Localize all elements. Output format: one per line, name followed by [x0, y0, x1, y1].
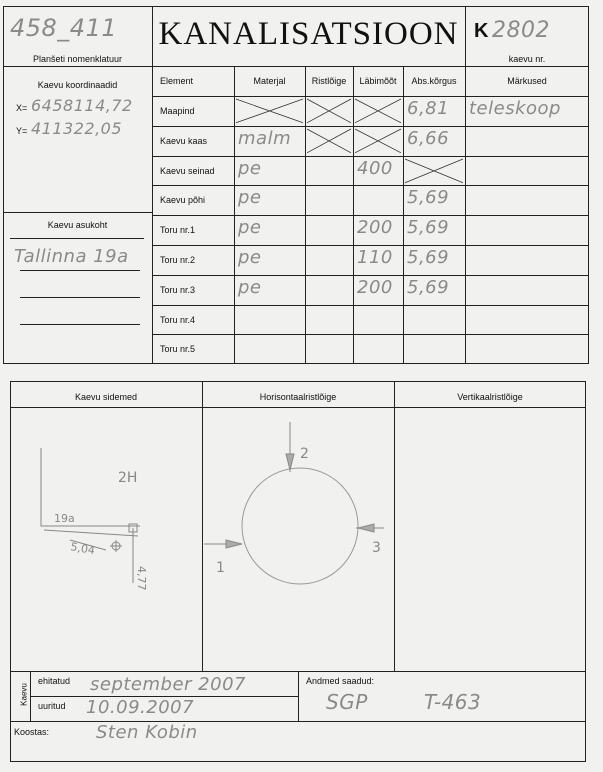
pipe-label-3: 3: [372, 540, 381, 556]
pipe-label-2: 2: [300, 446, 309, 462]
table-header-5: Märkused: [507, 76, 547, 86]
pipe-label-1: 1: [216, 560, 225, 576]
table-cell-diameter: 110: [357, 247, 393, 268]
table-cell-diameter: 200: [357, 217, 393, 239]
sketch-building: 2H: [118, 470, 138, 486]
table-cell-element: Toru nr.3: [160, 284, 196, 295]
cross-mark: [353, 96, 403, 126]
coord-y-label: Y=: [16, 126, 28, 136]
table-cell-material: pe: [238, 187, 262, 209]
footer-side-label: Kaevu: [19, 683, 29, 706]
table-cell-height: 6,66: [407, 127, 450, 149]
coord-x-value: 6458114,72: [31, 96, 133, 115]
table-header-1: Materjal: [253, 76, 286, 86]
compiled-label: Koostas:: [14, 727, 50, 737]
compiled-value: Sten Kobin: [96, 722, 198, 743]
table-cell-element: Toru nr.2: [160, 255, 196, 265]
table-cell-height: 5,69: [407, 187, 450, 209]
table-cell-height: 6,81: [407, 98, 450, 119]
table-cell-element: Kaevu põhi: [160, 195, 206, 206]
cross-mark: [305, 126, 353, 156]
well-prefix: K: [474, 20, 489, 42]
coord-y-value: 411322,05: [31, 119, 123, 138]
cross-mark: [403, 156, 465, 186]
built-value: september 2007: [90, 674, 246, 695]
well-links-sketch: [10, 408, 202, 671]
sketch-dist1: 5,04: [69, 540, 96, 558]
data-from-value1: SGP: [326, 690, 368, 714]
table-cell-material: malm: [238, 127, 292, 149]
well-label: kaevu nr.: [508, 54, 546, 64]
section-horizontal-label: Horisontaalristlõige: [259, 392, 337, 402]
data-from-label: Andmed saadud:: [306, 676, 375, 686]
cross-mark: [234, 96, 305, 126]
coords-label: Kaevu koordinaadid: [37, 80, 118, 90]
table-header-4: Abs.kõrgus: [411, 76, 457, 86]
sketch-labels: [54, 470, 148, 591]
well-number: 2802: [492, 18, 550, 43]
location-label: Kaevu asukoht: [47, 220, 108, 230]
table-cell-material: pe: [238, 217, 262, 239]
table-cell-element: Maapind: [160, 106, 195, 116]
built-label: ehitatud: [38, 676, 71, 686]
table-header-2: Ristlõige: [311, 76, 347, 86]
location-value: Tallinna 19a: [14, 246, 129, 267]
nomenclature-value: 458_411: [10, 14, 118, 42]
surveyed-value: 10.09.2007: [86, 697, 195, 718]
coord-x-label: X=: [16, 103, 28, 113]
table-cell-diameter: 400: [357, 157, 393, 179]
table-header-3: Läbimõõt: [359, 76, 397, 86]
table-cell-element: Toru nr.4: [160, 314, 196, 325]
table-cell-material: pe: [238, 276, 262, 298]
table-cell-diameter: 200: [357, 276, 393, 298]
table-cell-material: pe: [238, 157, 262, 179]
table-cell-element: Toru nr.5: [160, 344, 196, 355]
surveyed-label: uuritud: [38, 701, 66, 711]
table-cell-element: Kaevu kaas: [160, 135, 208, 146]
table-cell-notes: teleskoop: [469, 98, 561, 119]
table-header-0: Element: [160, 76, 194, 86]
section-vertical-label: Vertikaalristlõige: [457, 392, 523, 402]
table-cell-height: 5,69: [407, 276, 450, 298]
sketch-address: 19a: [54, 512, 75, 525]
table-cell-element: Kaevu seinad: [160, 165, 215, 176]
section-links-label: Kaevu sidemed: [74, 392, 138, 402]
table-cell-height: 5,69: [407, 217, 450, 239]
horizontal-section-sketch: [202, 408, 394, 671]
page-title: KANALISATSIOON: [158, 16, 459, 52]
nomenclature-label: Planšeti nomenklatuur: [32, 54, 123, 64]
table-cell-element: Toru nr.1: [160, 225, 196, 236]
data-from-value2: T-463: [424, 690, 482, 714]
cross-mark: [353, 126, 403, 156]
sketch-dist2: 4,77: [135, 566, 148, 591]
table-cell-height: 5,69: [407, 247, 450, 268]
cross-mark: [305, 96, 353, 126]
table-cell-material: pe: [238, 247, 262, 268]
